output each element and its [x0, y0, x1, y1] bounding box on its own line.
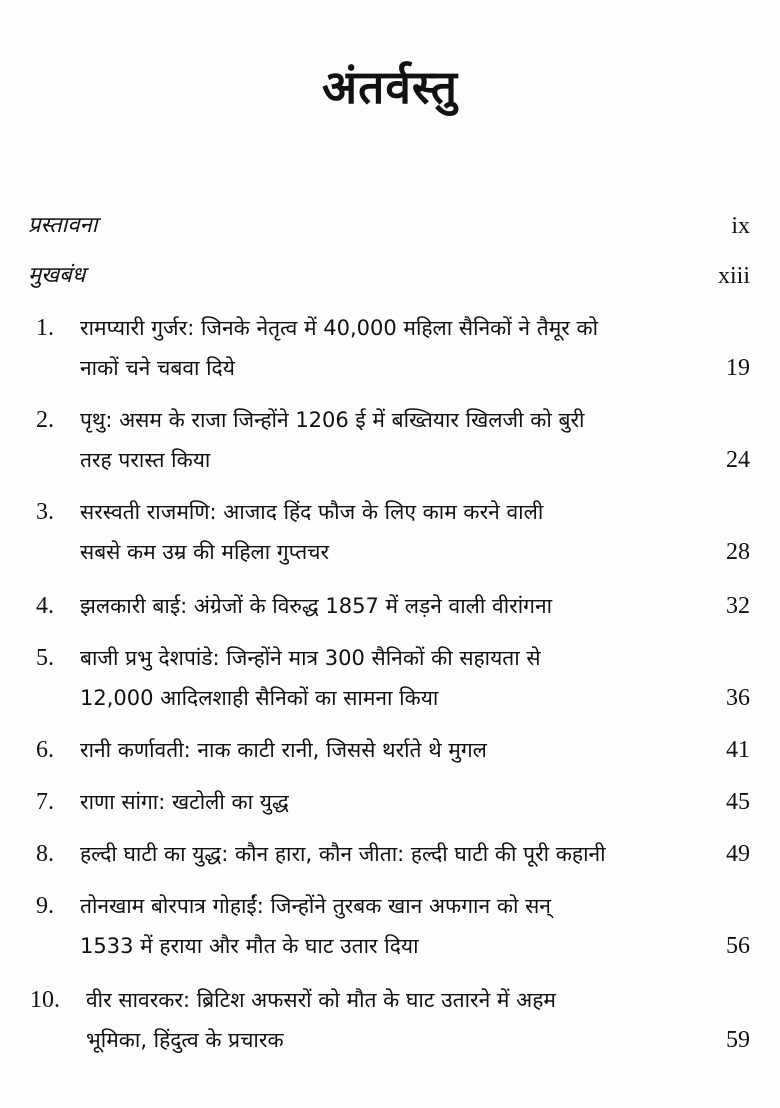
toc-label: मुखबंध [28, 263, 86, 288]
chapter-title-line: 1533 में हराया और मौत के घाट उतार दिया [80, 934, 419, 958]
chapter-title-line: सरस्वती राजमणि: आजाद हिंद फौज के लिए काम करने वाली [80, 500, 544, 524]
toc-entry-10[interactable] [30, 980, 750, 1060]
chapter-title [80, 638, 680, 718]
toc-label: प्रस्तावना [28, 213, 98, 238]
chapter-title-line: बाजी प्रभु देशपांडे: जिन्होंने मात्र 300 सैनिकों की सहायता से [80, 646, 541, 670]
toc-entry-8[interactable] [36, 834, 750, 874]
chapter-title-line: भूमिका, हिंदुत्व के प्रचारक [86, 1028, 284, 1052]
chapter-page-number: 59 [726, 1027, 750, 1053]
chapter-title [80, 586, 680, 626]
chapter-title-line: रामप्यारी गुर्जर: जिनके नेतृत्व में 40,000 महिला सैनिकों ने तैमूर को [80, 316, 599, 340]
chapter-number: 1. [36, 315, 54, 341]
chapter-title [80, 834, 680, 874]
chapter-page-number: 28 [726, 539, 750, 565]
toc-entry-9[interactable] [36, 886, 750, 966]
chapter-page-number: 45 [726, 789, 750, 815]
chapter-page-number: 49 [726, 841, 750, 867]
chapter-title [80, 886, 680, 966]
chapter-page-number: 19 [726, 355, 750, 381]
toc-entry-2[interactable] [36, 400, 750, 480]
chapter-number: 9. [36, 893, 54, 919]
chapter-title-line: नाकों चने चबवा दिये [80, 356, 235, 380]
chapter-title [80, 492, 680, 572]
chapter-number: 2. [36, 407, 54, 433]
chapter-number: 6. [36, 737, 54, 763]
toc-entry-7[interactable] [36, 782, 750, 822]
chapter-page-number: 24 [726, 447, 750, 473]
toc-entry-6[interactable] [36, 730, 750, 770]
chapter-title-line: 12,000 आदिलशाही सैनिकों का सामना किया [80, 686, 439, 710]
chapter-page-number: 41 [726, 737, 750, 763]
toc-entry-5[interactable] [36, 638, 750, 718]
chapter-number: 10. [30, 987, 60, 1013]
toc-page-number: ix [731, 213, 750, 239]
chapter-number: 5. [36, 645, 54, 671]
chapter-page-number: 56 [726, 933, 750, 959]
chapter-page-number: 32 [726, 593, 750, 619]
chapter-title-line: राणा सांगा: खटोली का युद्ध [80, 790, 289, 814]
chapter-title [80, 400, 680, 480]
chapter-number: 3. [36, 499, 54, 525]
page-title: अंतर्वस्तु [321, 60, 459, 114]
chapter-title-line: पृथु: असम के राजा जिन्होंने 1206 ई में बख्तियार खिलजी को बुरी [80, 408, 585, 432]
chapter-title-line: रानी कर्णावती: नाक काटी रानी, जिससे थर्राते थे मुगल [80, 738, 487, 762]
toc-page-number: xiii [717, 263, 750, 289]
chapter-title-line: सबसे कम उम्र की महिला गुप्तचर [80, 540, 330, 564]
chapter-title [80, 308, 680, 388]
chapter-title [80, 782, 680, 822]
chapter-title-line: तोनखाम बोरपात्र गोहाईं: जिन्होंने तुरबक खान अफगान को सन् [80, 894, 551, 918]
chapter-title [80, 730, 680, 770]
chapter-title-line: तरह परास्त किया [80, 448, 211, 472]
toc-entry-1[interactable] [36, 308, 750, 388]
chapter-title [86, 980, 686, 1060]
toc-entry-4[interactable] [36, 586, 750, 626]
chapter-title-line: वीर सावरकर: ब्रिटिश अफसरों को मौत के घाट उतारने में अहम [86, 988, 556, 1012]
chapter-page-number: 36 [726, 685, 750, 711]
toc-entry-3[interactable] [36, 492, 750, 572]
chapter-number: 7. [36, 789, 54, 815]
chapter-title-line: हल्दी घाटी का युद्ध: कौन हारा, कौन जीता: हल्दी घाटी की पूरी कहानी [80, 842, 606, 866]
chapter-title-line: झलकारी बाई: अंग्रेजों के विरुद्ध 1857 में लड़ने वाली वीरांगना [80, 594, 553, 618]
chapter-number: 8. [36, 841, 54, 867]
chapter-number: 4. [36, 593, 54, 619]
